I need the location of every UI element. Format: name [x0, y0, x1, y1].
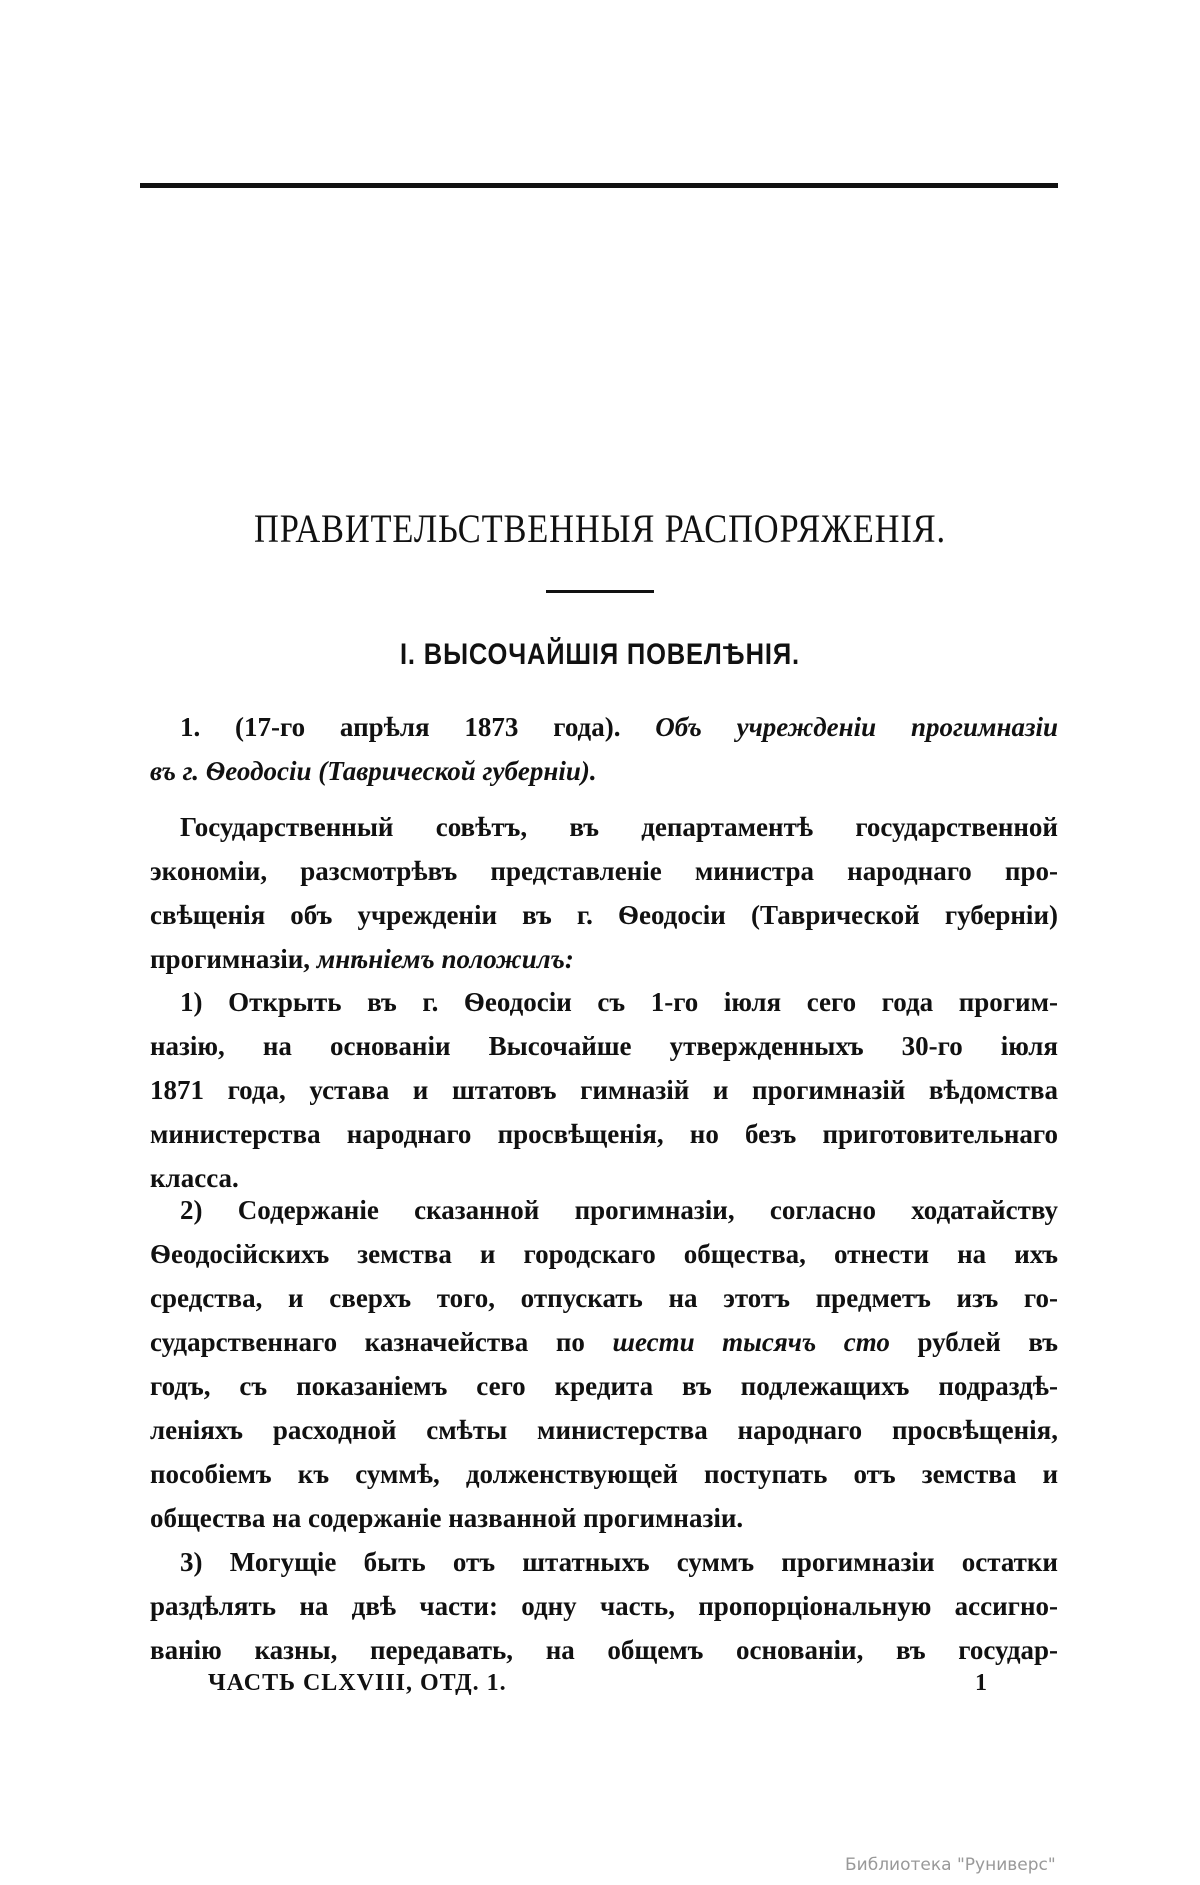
text-line: ванію казны, передавать, на общемъ основаніи, въ государ-	[150, 1635, 1058, 1665]
paragraph-intro	[150, 805, 1058, 981]
text-span-italic: шести тысячъ сто	[612, 1327, 890, 1357]
text-line	[150, 1320, 1058, 1364]
heading-line: въ г. Ѳеодосіи (Таврической губерніи).	[150, 756, 597, 786]
library-watermark: Библиотека "Руниверс"	[845, 1855, 1056, 1875]
title-divider	[546, 590, 654, 593]
item-heading	[150, 705, 1058, 793]
text-line: Ѳеодосійскихъ земства и городскаго общества, отнести на ихъ	[150, 1239, 1058, 1269]
text-span: прогимназіи,	[150, 944, 310, 974]
text-line: 1871 года, устава и штатовъ гимназій и прогимназій вѣдомства	[150, 1075, 1058, 1105]
text-span-italic: мнѣніемъ положилъ:	[316, 944, 574, 974]
text-span: рублей въ	[917, 1327, 1059, 1357]
paragraph-point-1	[150, 980, 1058, 1200]
text-line: экономіи, разсмотрѣвъ представленіе министра народнаго про-	[150, 856, 1058, 886]
text-line: Государственный совѣтъ, въ департаментѣ государственной	[180, 812, 1058, 842]
text-line: средства, и сверхъ того, отпускать на этотъ предметъ изъ го-	[150, 1283, 1058, 1313]
text-line: назію, на основаніи Высочайше утвержденныхъ 30-го іюля	[150, 1031, 1058, 1061]
text-line: годъ, съ показаніемъ сего кредита въ подлежащихъ подраздѣ-	[150, 1371, 1058, 1401]
text-line: 3) Могущіе быть отъ штатныхъ суммъ прогимназіи остатки	[180, 1547, 1058, 1577]
heading-line	[150, 705, 1058, 749]
page-number: 1	[975, 1670, 987, 1696]
text-line: свѣщенія объ учрежденіи въ г. Ѳеодосіи (Таврической губерніи)	[150, 900, 1058, 930]
paragraph-point-3	[150, 1540, 1058, 1672]
text-line: класса.	[150, 1163, 239, 1193]
text-line	[150, 937, 1058, 981]
section-subtitle: I. ВЫСОЧАЙШІЯ ПОВЕЛѢНІЯ.	[399, 638, 800, 671]
page-footer: ЧАСТЬ CLXVIII, ОТД. 1.	[208, 1670, 507, 1696]
top-rule	[140, 183, 1058, 188]
heading-italic: Объ учрежденіи прогимназіи	[655, 712, 1059, 742]
text-line: министерства народнаго просвѣщенія, но безъ приготовительнаго	[150, 1119, 1058, 1149]
text-line: пособіемъ къ суммѣ, долженствующей поступать отъ земства и	[150, 1459, 1058, 1489]
text-line: раздѣлять на двѣ части: одну часть, пропорціональную ассигно-	[150, 1591, 1058, 1621]
text-line: 1) Открыть въ г. Ѳеодосіи съ 1-го іюля сего года прогим-	[180, 987, 1058, 1017]
text-line: леніяхъ расходной смѣты министерства народнаго просвѣщенія,	[150, 1415, 1058, 1445]
heading-date: 1. (17-го апрѣля 1873 года).	[180, 712, 621, 742]
paragraph-point-2	[150, 1188, 1058, 1540]
page-title: ПРАВИТЕЛЬСТВЕННЫЯ РАСПОРЯЖЕНІЯ.	[254, 506, 946, 551]
text-line: 2) Содержаніе сказанной прогимназіи, согласно ходатайству	[180, 1195, 1058, 1225]
text-span: сударственнаго казначейства по	[150, 1327, 585, 1357]
text-line: общества на содержаніе названной прогимназіи.	[150, 1503, 744, 1533]
